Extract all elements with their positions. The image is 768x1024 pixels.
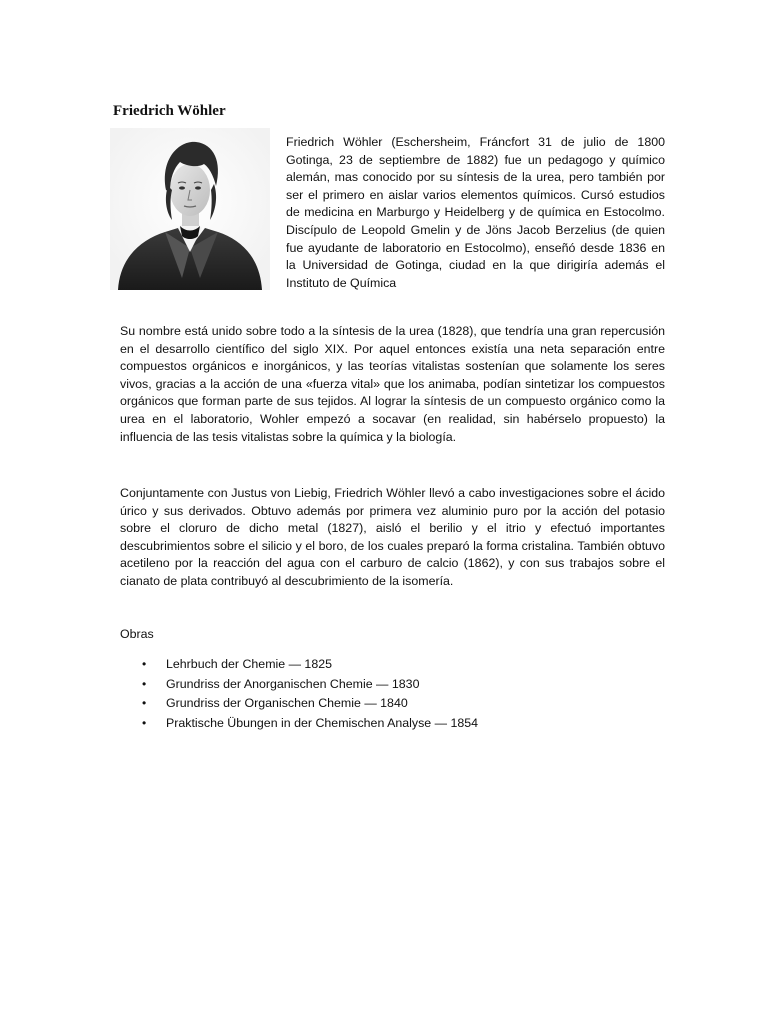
bullet-icon: • [142, 676, 147, 691]
bullet-icon: • [142, 696, 147, 710]
work-title: Lehrbuch der Chemie — 1825 [166, 657, 332, 671]
list-item [140, 714, 478, 734]
bullet-icon: • [142, 657, 147, 671]
page-title: Friedrich Wöhler [113, 103, 226, 119]
portrait-image [110, 128, 270, 290]
list-item [140, 675, 478, 695]
intro-paragraph: Friedrich Wöhler (Eschersheim, Fráncfort 31 de julio de 1800 Gotinga, 23 de septiembre de 1882) fue un pedagogo y químico alemán, mas conocido por su síntesis de la urea, pero también por ser el primero en aislar varios elementos químicos. Cursó estudios de medicina en Marburgo y Heidelberg y de química en Estocolmo. Discípulo de Leopold Gmelin y de Jöns Jacob Berzelius (de quien fue ayudante de laboratorio en Estocolmo), enseñó desde 1836 en la Universidad de Gotinga, ciudad en la que dirigiría además el Instituto de Química [286, 135, 665, 290]
list-item [140, 694, 478, 714]
work-title: Praktische Übungen in der Chemischen Analyse — 1854 [166, 715, 479, 730]
works-list [140, 655, 478, 733]
bullet-icon: • [142, 715, 147, 730]
list-item [140, 655, 478, 675]
body-paragraph: Su nombre está unido sobre todo a la síntesis de la urea (1828), que tendría una gran repercusión en el desarrollo científico del siglo XIX. Por aquel entonces existía una neta separación entre compuestos orgánicos e inorgánicos, y las teorías vitalistas sostenían que solamente los seres vivos, gracias a la acción de una «fuerza vital» que los animaba, podían sintetizar los compuestos orgánicos que forman parte de sus tejidos. Al lograr la síntesis de un compuesto orgánico como la urea en el laboratorio, Wohler empezó a socavar (en realidad, sin habérselo propuesto) la influencia de las tesis vitalistas sobre la química y la biología. [120, 324, 665, 444]
works-heading: Obras [120, 627, 154, 641]
body-paragraph: Conjuntamente con Justus von Liebig, Friedrich Wöhler llevó a cabo investigaciones sobre el ácido úrico y sus derivados. Obtuvo además por primera vez aluminio puro por la acción del potasio sobre el cloruro de dicho metal (1827), aisló el berilio y el itrio y efectuó importantes descubrimientos sobre el silicio y el boro, de los cuales preparó la forma cristalina. También obtuvo acetileno por la reacción del agua con el carburo de calcio (1862), y con sus trabajos sobre el cianato de plata contribuyó al descubrimiento de la isomería. [120, 486, 665, 588]
work-title: Grundriss der Anorganischen Chemie — 1830 [166, 676, 420, 691]
work-title: Grundriss der Organischen Chemie — 1840 [166, 696, 408, 710]
